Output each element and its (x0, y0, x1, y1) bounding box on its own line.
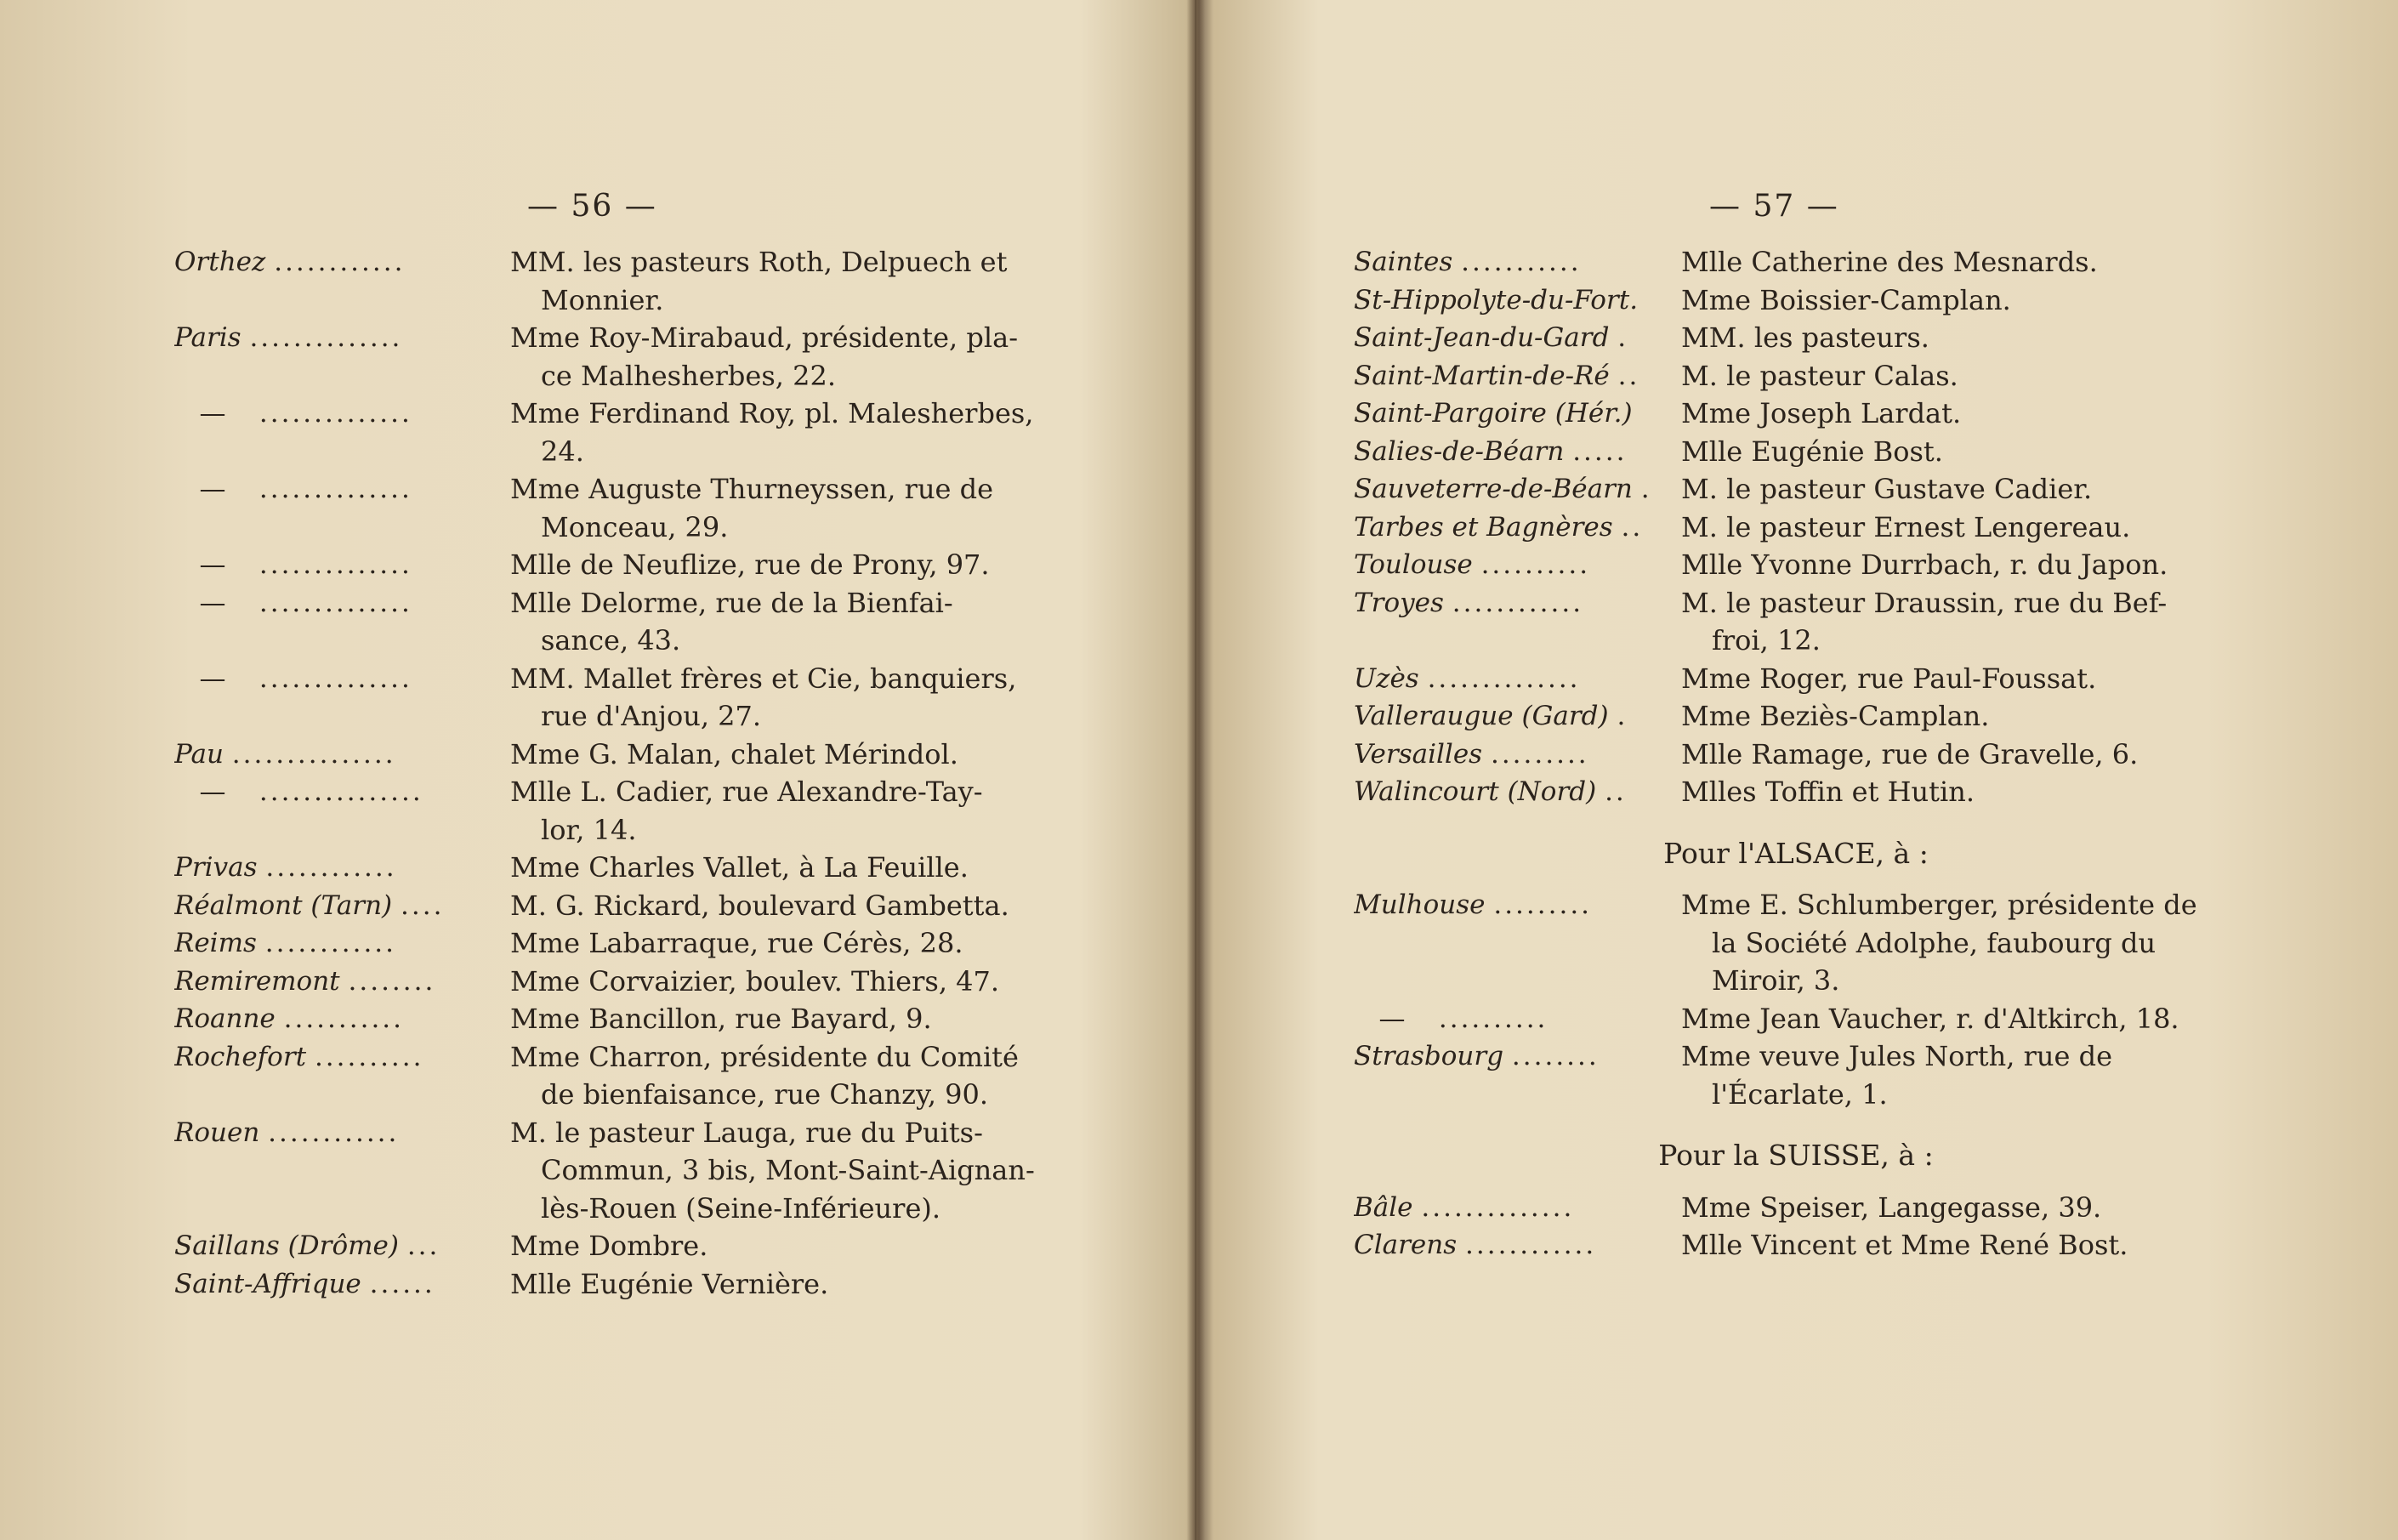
dot-leader: .............. (259, 662, 412, 694)
place-label: Reims (174, 928, 257, 958)
place-label: Saint-Martin-de-Ré (1354, 360, 1610, 391)
dot-leader: ............... (259, 776, 423, 807)
dot-leader: ........ (1511, 1041, 1600, 1071)
contact-details (500, 773, 1046, 849)
france-entries (1354, 243, 2238, 811)
dot-leader: ............ (1452, 587, 1584, 618)
list-item (1354, 584, 2238, 660)
detail-line: rue d'Anjou, 27. (541, 700, 762, 732)
place-label: — (1378, 1003, 1406, 1034)
contact-details (1671, 660, 2238, 698)
place-label: Privas (174, 852, 258, 883)
right-page (1199, 0, 2398, 1540)
contact-details (1671, 357, 2238, 395)
place-label: Saillans (Drôme) (174, 1230, 399, 1261)
list-item (1354, 1226, 2238, 1264)
detail-line: Mme Joseph Lardat. (1681, 397, 1962, 429)
place-name (1354, 1189, 1671, 1227)
detail-line: Mme Roger, rue Paul-Foussat. (1681, 662, 2097, 695)
detail-line: MM. Mallet frères et Cie, banquiers, (510, 662, 1017, 695)
alsace-entries (1354, 886, 2238, 1113)
place-name (174, 470, 500, 546)
place-name (1354, 773, 1671, 811)
contact-details (500, 1265, 1046, 1304)
detail-line: froi, 12. (1712, 624, 1821, 656)
detail-line: Monnier. (541, 283, 664, 316)
contact-details (1671, 1037, 2238, 1113)
place-label: Tarbes et Bagnères (1354, 511, 1613, 543)
dot-leader: . (1617, 322, 1629, 353)
list-item (174, 773, 1046, 849)
place-name (1354, 697, 1671, 736)
detail-line: MM. les pasteurs Roth, Delpuech et (510, 246, 1008, 278)
list-item (174, 1038, 1046, 1114)
contact-details (1671, 433, 2238, 471)
detail-line: lès-Rouen (Seine-Inférieure). (541, 1191, 941, 1225)
place-name (1354, 509, 1671, 547)
place-label: — (199, 549, 226, 580)
list-item (174, 736, 1046, 774)
list-item (1354, 357, 2238, 395)
contact-details (500, 1038, 1046, 1114)
place-label: Paris (174, 322, 242, 353)
place-label: Orthez (174, 247, 266, 277)
contact-details (1671, 1000, 2238, 1038)
place-label: Versailles (1354, 738, 1483, 770)
place-name (1354, 584, 1671, 660)
list-item (1354, 509, 2238, 547)
place-name (174, 546, 500, 584)
place-label: Valleraugue (Gard) (1354, 701, 1609, 731)
place-label: Saint-Affrique (174, 1268, 361, 1299)
detail-line: Mme Corvaizier, boulev. Thiers, 47. (510, 964, 1000, 997)
contact-details (1671, 546, 2238, 584)
detail-line: M. le pasteur Draussin, rue du Bef- (1681, 586, 2168, 619)
contact-details (500, 1227, 1046, 1265)
dot-leader: ............ (265, 852, 397, 883)
detail-line: Mme Charron, présidente du Comité (510, 1040, 1019, 1073)
list-item (1354, 1189, 2238, 1227)
list-item (174, 319, 1046, 395)
detail-line: Mme Speiser, Langegasse, 39. (1681, 1191, 2102, 1224)
dot-leader: ......... (1493, 889, 1593, 920)
contact-details (500, 849, 1046, 887)
place-label: Troyes (1354, 587, 1444, 618)
dot-leader: .......... (314, 1041, 424, 1072)
contact-details (500, 319, 1046, 395)
list-item (174, 395, 1046, 470)
dot-leader: ........... (1461, 247, 1582, 277)
place-label: Clarens (1354, 1230, 1458, 1260)
detail-line: M. le pasteur Ernest Lengereau. (1681, 510, 2131, 543)
contact-details (1671, 281, 2238, 320)
detail-line: 24. (541, 435, 584, 468)
page-number: — 57 — (1709, 189, 1839, 224)
detail-line: Mme Roy-Mirabaud, présidente, pla- (510, 321, 1018, 354)
contact-details (1671, 886, 2238, 1000)
place-label: Remiremont (174, 965, 340, 997)
contact-details (1671, 243, 2238, 281)
list-item (174, 924, 1046, 963)
list-item (174, 1265, 1046, 1304)
detail-line: Commun, 3 bis, Mont-Saint-Aignan- (541, 1154, 1035, 1186)
place-name (1354, 736, 1671, 774)
detail-line: Mme Auguste Thurneyssen, rue de (510, 473, 994, 505)
dot-leader: ............ (264, 928, 397, 958)
detail-line: Mlle Ramage, rue de Gravelle, 6. (1681, 737, 2139, 770)
place-name (174, 887, 500, 925)
place-name (174, 319, 500, 395)
detail-line: Mme Bancillon, rue Bayard, 9. (510, 1003, 932, 1035)
dot-leader: ........... (283, 1003, 405, 1034)
place-name (174, 924, 500, 963)
list-item (1354, 470, 2238, 509)
place-name (1354, 1037, 1671, 1113)
place-label: Bâle (1354, 1191, 1413, 1223)
dot-leader: ......... (1490, 738, 1589, 770)
place-name (174, 1265, 500, 1304)
detail-line: Mme E. Schlumberger, présidente de (1681, 889, 2197, 921)
list-item (1354, 319, 2238, 357)
contact-details (1671, 1189, 2238, 1227)
list-item (1354, 1000, 2238, 1038)
place-label: Saint-Jean-du-Gard (1354, 322, 1610, 353)
list-item (1354, 773, 2238, 811)
place-label: Salies-de-Béarn (1354, 435, 1565, 467)
list-item (1354, 281, 2238, 320)
left-page (0, 0, 1195, 1540)
dot-leader: ............ (274, 247, 406, 277)
place-label: St-Hippolyte-du-Fort. (1354, 284, 1639, 315)
contact-details (1671, 773, 2238, 811)
detail-line: Mme Jean Vaucher, r. d'Altkirch, 18. (1681, 1002, 2179, 1035)
place-name (1354, 660, 1671, 698)
contact-details (500, 1000, 1046, 1038)
dot-leader: .............. (1421, 1191, 1575, 1223)
dot-leader: ... (406, 1230, 440, 1261)
contact-details (1671, 509, 2238, 547)
place-name (174, 660, 500, 736)
contact-details (1671, 395, 2238, 433)
contact-details (500, 395, 1046, 470)
list-item (1354, 736, 2238, 774)
detail-line: Mlle Yvonne Durrbach, r. du Japon. (1681, 548, 2168, 581)
detail-line: de bienfaisance, rue Chanzy, 90. (541, 1078, 989, 1111)
place-label: Saint-Pargoire (Hér.) (1354, 398, 1633, 429)
place-name (174, 395, 500, 470)
detail-line: M. le pasteur Gustave Cadier. (1681, 473, 2093, 505)
place-name (174, 736, 500, 774)
dot-leader: .............. (249, 322, 403, 353)
contact-details (1671, 470, 2238, 509)
dot-leader: .... (401, 889, 445, 921)
place-label: Saintes (1354, 247, 1453, 277)
list-item (174, 243, 1046, 319)
dot-leader: ...... (369, 1268, 435, 1299)
place-label: — (199, 474, 226, 504)
dot-leader: . (1617, 701, 1628, 731)
contact-details (500, 736, 1046, 774)
detail-line: Mme Ferdinand Roy, pl. Malesherbes, (510, 397, 1034, 429)
detail-line: Mlle de Neuflize, rue de Prony, 97. (510, 548, 990, 581)
place-label: Sauveterre-de-Béarn (1354, 474, 1633, 504)
place-name (174, 963, 500, 1001)
list-item (1354, 243, 2238, 281)
detail-line: Mlle Eugénie Vernière. (510, 1267, 829, 1300)
place-label: Walincourt (Nord) (1354, 776, 1597, 807)
place-label: Rochefort (174, 1041, 307, 1072)
dot-leader: .............. (259, 587, 412, 618)
contact-details (1671, 319, 2238, 357)
detail-line: Mme G. Malan, chalet Mérindol. (510, 737, 958, 770)
detail-line: M. le pasteur Lauga, rue du Puits- (510, 1116, 983, 1149)
place-name (174, 1038, 500, 1114)
contact-details (500, 887, 1046, 925)
dot-leader: ..... (1572, 435, 1628, 467)
place-label: — (199, 587, 226, 618)
place-name (174, 1114, 500, 1228)
detail-line: Mlle Eugénie Bost. (1681, 435, 1943, 468)
section-heading-alsace: Pour l'ALSACE, à : (1663, 836, 1929, 870)
detail-line: Mme veuve Jules North, rue de (1681, 1040, 2113, 1072)
list-item (1354, 660, 2238, 698)
contact-details (1671, 697, 2238, 736)
contact-details (500, 963, 1046, 1001)
place-label: — (199, 662, 226, 694)
detail-line: la Société Adolphe, faubourg du (1712, 926, 2156, 959)
detail-line: Mme Boissier-Camplan. (1681, 283, 2011, 316)
dot-leader: . (1640, 474, 1652, 504)
place-label: — (199, 398, 226, 429)
detail-line: Mlles Toffin et Hutin. (1681, 776, 1975, 808)
entry-list (1354, 243, 2238, 1264)
list-item (174, 660, 1046, 736)
place-name (174, 849, 500, 887)
dot-leader: .............. (259, 398, 412, 429)
contact-details (500, 924, 1046, 963)
detail-line: ce Malhesherbes, 22. (541, 359, 836, 392)
place-name (174, 773, 500, 849)
contact-details (500, 243, 1046, 319)
entry-list (174, 243, 1046, 1303)
place-label: Réalmont (Tarn) (174, 889, 393, 921)
contact-details (500, 584, 1046, 660)
list-item (174, 963, 1046, 1001)
place-name (1354, 546, 1671, 584)
list-item (174, 887, 1046, 925)
detail-line: l'Écarlate, 1. (1712, 1077, 1888, 1111)
list-item (174, 1000, 1046, 1038)
list-item (1354, 546, 2238, 584)
section-heading-suisse: Pour la SUISSE, à : (1658, 1139, 1934, 1172)
place-label: Rouen (174, 1117, 260, 1148)
list-item (174, 546, 1046, 584)
detail-line: Mlle L. Cadier, rue Alexandre-Tay- (510, 776, 983, 808)
detail-line: Monceau, 29. (541, 510, 729, 543)
detail-line: Mme Charles Vallet, à La Feuille. (510, 851, 969, 884)
place-name (1354, 1000, 1671, 1038)
dot-leader: .............. (259, 474, 412, 504)
page-number: — 56 — (527, 189, 657, 224)
contact-details (500, 660, 1046, 736)
detail-line: Mlle Catherine des Mesnards. (1681, 246, 2098, 278)
detail-line: M. G. Rickard, boulevard Gambetta. (510, 889, 1009, 922)
list-item (1354, 697, 2238, 736)
contact-details (500, 1114, 1046, 1228)
place-name (1354, 357, 1671, 395)
list-item (1354, 1037, 2238, 1113)
dot-leader: ............ (1465, 1230, 1597, 1260)
place-name (174, 1227, 500, 1265)
detail-line: Miroir, 3. (1712, 964, 1840, 997)
detail-line: Mlle Vincent et Mme René Bost. (1681, 1229, 2128, 1261)
contact-details (500, 546, 1046, 584)
detail-line: MM. les pasteurs. (1681, 321, 1929, 354)
dot-leader: .......... (1480, 549, 1591, 580)
place-label: Strasbourg (1354, 1041, 1504, 1071)
place-name (174, 584, 500, 660)
dot-leader: .. (1605, 776, 1627, 807)
place-name (1354, 243, 1671, 281)
contact-details (1671, 736, 2238, 774)
detail-line: Mme Labarraque, rue Cérès, 28. (510, 927, 963, 959)
place-name (1354, 1226, 1671, 1264)
list-item (1354, 433, 2238, 471)
place-label: Uzès (1354, 662, 1419, 694)
dot-leader: .......... (1438, 1003, 1548, 1034)
list-item (174, 470, 1046, 546)
place-name (174, 1000, 500, 1038)
place-name (1354, 319, 1671, 357)
list-item (1354, 395, 2238, 433)
list-item (1354, 886, 2238, 1000)
detail-line: Mlle Delorme, rue de la Bienfai- (510, 586, 953, 619)
dot-leader: ........ (348, 965, 436, 997)
place-label: Mulhouse (1354, 889, 1486, 920)
place-name (1354, 395, 1671, 433)
dot-leader: .............. (1427, 662, 1581, 694)
place-label: Roanne (174, 1003, 276, 1034)
list-item (174, 849, 1046, 887)
dot-leader: ............... (231, 738, 396, 770)
place-name (174, 243, 500, 319)
place-label: Toulouse (1354, 549, 1473, 580)
detail-line: Mme Dombre. (510, 1230, 708, 1262)
detail-line: Mme Beziès-Camplan. (1681, 700, 1990, 732)
place-name (1354, 433, 1671, 471)
dot-leader: ............ (268, 1117, 400, 1148)
dot-leader: .. (1617, 360, 1640, 391)
detail-line: lor, 14. (541, 813, 637, 846)
contact-details (500, 470, 1046, 546)
suisse-entries (1354, 1189, 2238, 1264)
list-item (174, 1227, 1046, 1265)
detail-line: M. le pasteur Calas. (1681, 359, 1958, 392)
place-name (1354, 281, 1671, 320)
place-label: Pau (174, 738, 224, 770)
place-name (1354, 886, 1671, 1000)
detail-line: sance, 43. (541, 624, 681, 656)
place-name (1354, 470, 1671, 509)
list-item (174, 1114, 1046, 1228)
dot-leader: .............. (259, 549, 412, 580)
dot-leader: .. (1621, 511, 1644, 543)
contact-details (1671, 1226, 2238, 1264)
list-item (174, 584, 1046, 660)
contact-details (1671, 584, 2238, 660)
place-label: — (199, 776, 226, 807)
